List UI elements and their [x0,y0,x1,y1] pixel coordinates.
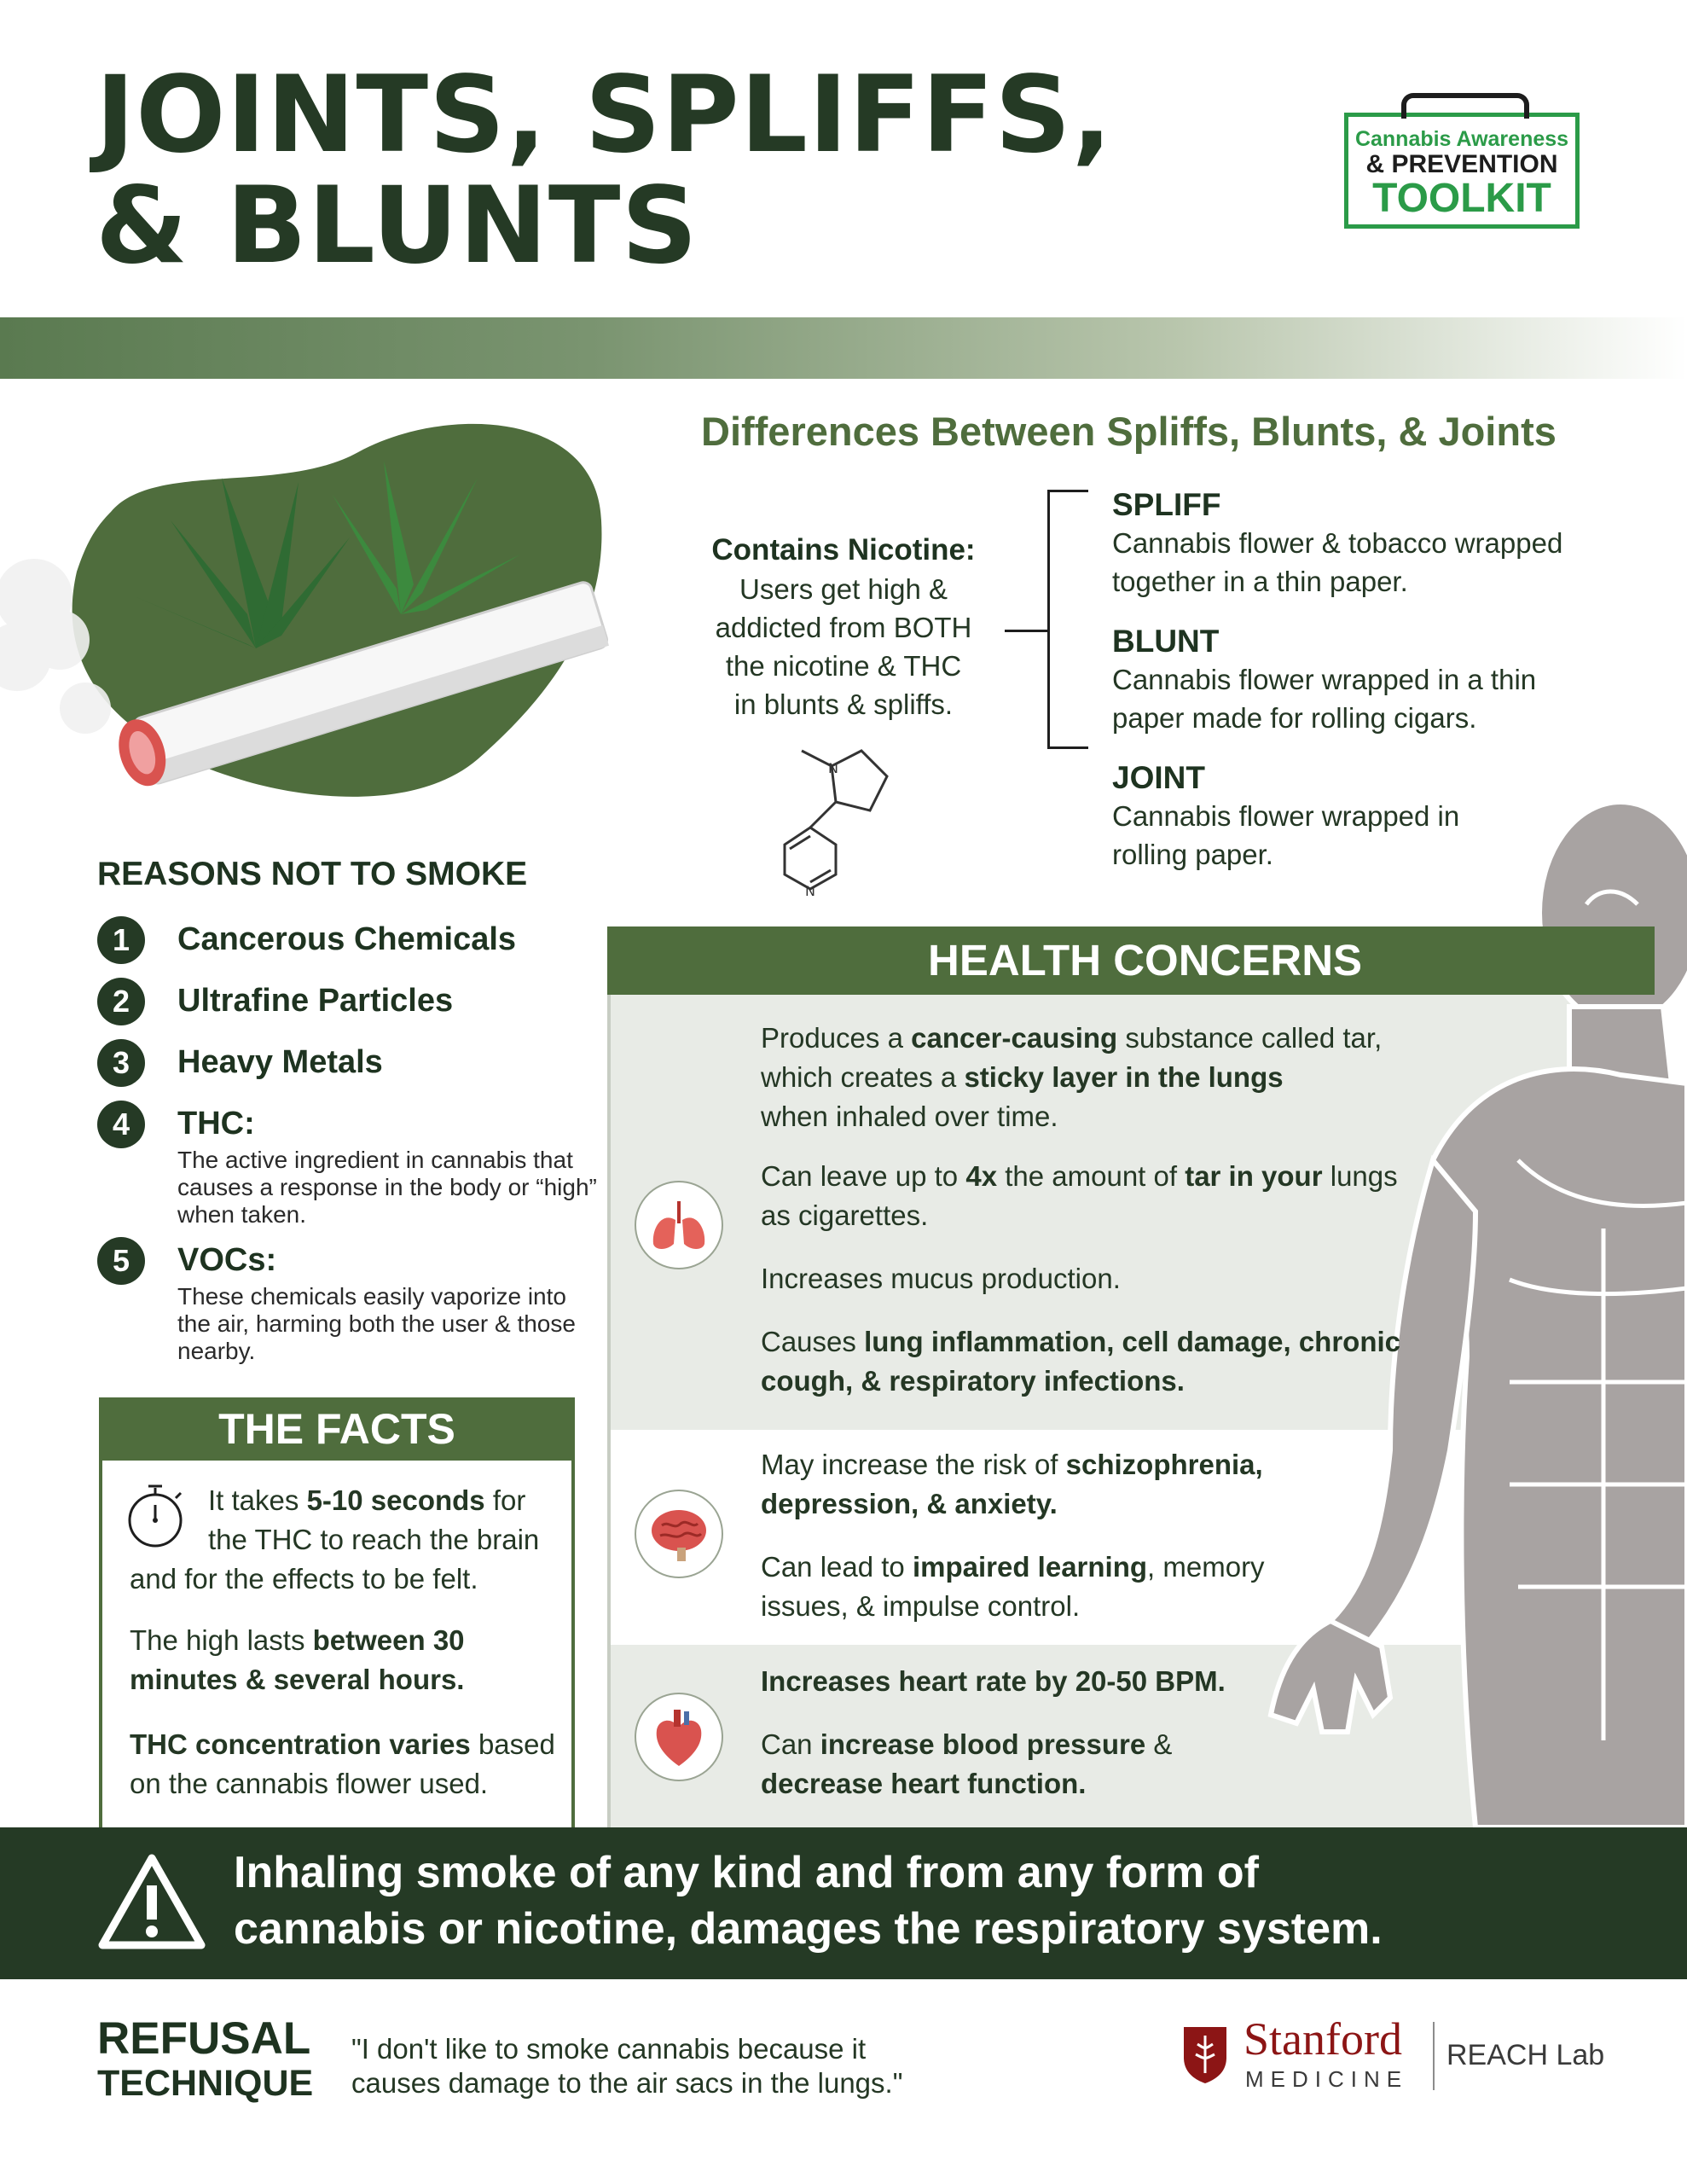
reach-lab-label: REACH Lab [1446,2039,1605,2071]
title-line-2: & BLUNTS [96,165,699,288]
brain-icon-badge [635,1490,723,1578]
reason-number-badge: 4 [97,1101,145,1148]
fact-thc-concentration: THC concentration varies based on the cannabis flower used. [130,1728,555,1799]
reason-title: Cancerous Chemicals [177,921,517,957]
health-brain-learning: Can lead to impaired learning, memory issues, & impulse control. [761,1551,1265,1622]
refusal-quote: "I don't like to smoke cannabis because it causes damage to the air sacs in the lungs." [351,2033,903,2099]
health-lungs-4x: Can leave up to 4x the amount of tar in your lungs as cigarettes. [761,1160,1398,1231]
health-heart-rate: Increases heart rate by 20-50 BPM. [761,1665,1226,1697]
nicotine-line: Users get high & [739,573,948,605]
definition-line: Cannabis flower wrapped in a thin [1112,664,1537,695]
lungs-icon-badge [635,1181,723,1269]
joint-illustration [0,401,614,810]
reason-title: Heavy Metals [177,1044,383,1080]
lungs-icon [636,1182,722,1268]
definition-line: Cannabis flower wrapped in [1112,800,1460,832]
toolkit-logo-line-2: & PREVENTION [1365,150,1558,178]
health-brain-mental: May increase the risk of schizophrenia, depression, & anxiety. [761,1449,1263,1519]
nicotine-title: Contains Nicotine: [711,533,976,566]
stanford-wordmark: Stanford [1244,2013,1402,2065]
definition-line: Cannabis flower & tobacco wrapped [1112,527,1563,559]
reason-title: VOCs: [177,1242,277,1278]
nicotine-line: the nicotine & THC [725,650,962,682]
toolkit-logo [1344,113,1580,229]
reason-number-badge: 1 [97,916,145,964]
page-title [96,54,1113,288]
warning-message: Inhaling smoke of any kind and from any form of cannabis or nicotine, damages the respiratory system. [234,1848,1383,1954]
header-gradient-band [0,317,1687,379]
definitions-bracket [1047,490,1088,749]
fact-high-duration: The high lasts between 30 minutes & several hours. [130,1624,465,1695]
heart-icon-badge [635,1693,723,1781]
reason-title: Ultrafine Particles [177,983,454,1019]
definition-term: SPLIFF [1112,487,1221,522]
health-heart-pressure: Can increase blood pressure & decrease heart function. [761,1728,1173,1799]
nicotine-line: addicted from BOTH [715,612,972,643]
definition-term: JOINT [1112,760,1205,795]
refusal-technique-label: REFUSAL TECHNIQUE [97,2013,314,2104]
definition-line: paper made for rolling cigars. [1112,702,1477,734]
svg-text:N: N [828,760,838,776]
definition-blunt [1112,623,1641,737]
differences-heading: Differences Between Spliffs, Blunts, & Joints [701,409,1557,454]
definition-spliff [1112,486,1641,601]
nicotine-molecule-icon [751,734,904,896]
reason-description: The active ingredient in cannabis that causes a response in the body or “high” when taken. [177,1147,597,1228]
reason-number-badge: 5 [97,1237,145,1285]
definition-line: rolling paper. [1112,839,1273,870]
fact-thc-timing: It takes 5-10 seconds for the THC to reach the brain and for the effects to be felt. [130,1484,540,1594]
reason-number-badge: 3 [97,1039,145,1087]
stanford-shield-icon [1180,2024,1230,2085]
warning-triangle-icon [96,1851,208,1952]
toolbox-handle-icon [1401,93,1529,119]
facts-heading: THE FACTS [99,1397,575,1461]
health-concerns-heading: HEALTH CONCERNS [607,926,1655,995]
svg-text:N: N [805,883,815,896]
health-lungs-inflammation: Causes lung inflammation, cell damage, chronic cough, & respiratory infections. [761,1326,1401,1397]
reasons-heading: REASONS NOT TO SMOKE [97,856,528,892]
nicotine-line: in blunts & spliffs. [733,688,954,720]
logo-divider [1433,2022,1435,2090]
definition-term: BLUNT [1112,624,1220,659]
toolkit-logo-line-1: Cannabis Awareness [1354,127,1569,151]
definitions-bracket-stem [1005,630,1047,632]
nicotine-note [682,531,1005,723]
heart-icon [636,1694,722,1780]
health-lungs-tar: Produces a cancer-causing substance called tar, which creates a sticky layer in the lungs when inhaled over time. [761,1022,1383,1132]
title-line-1: JOINTS, SPLIFFS, [96,54,1113,177]
health-lungs-mucus: Increases mucus production. [761,1263,1121,1294]
definition-line: together in a thin paper. [1112,566,1408,597]
reason-number-badge: 2 [97,978,145,1025]
toolkit-logo-line-3: TOOLKIT [1372,176,1551,221]
reason-title: THC: [177,1106,255,1141]
health-left-rule [607,926,611,1827]
brain-icon [636,1491,722,1577]
stanford-medicine-label: MEDICINE [1245,2066,1409,2092]
reason-description: These chemicals easily vaporize into the air, harming both the user & those nearby. [177,1283,576,1364]
